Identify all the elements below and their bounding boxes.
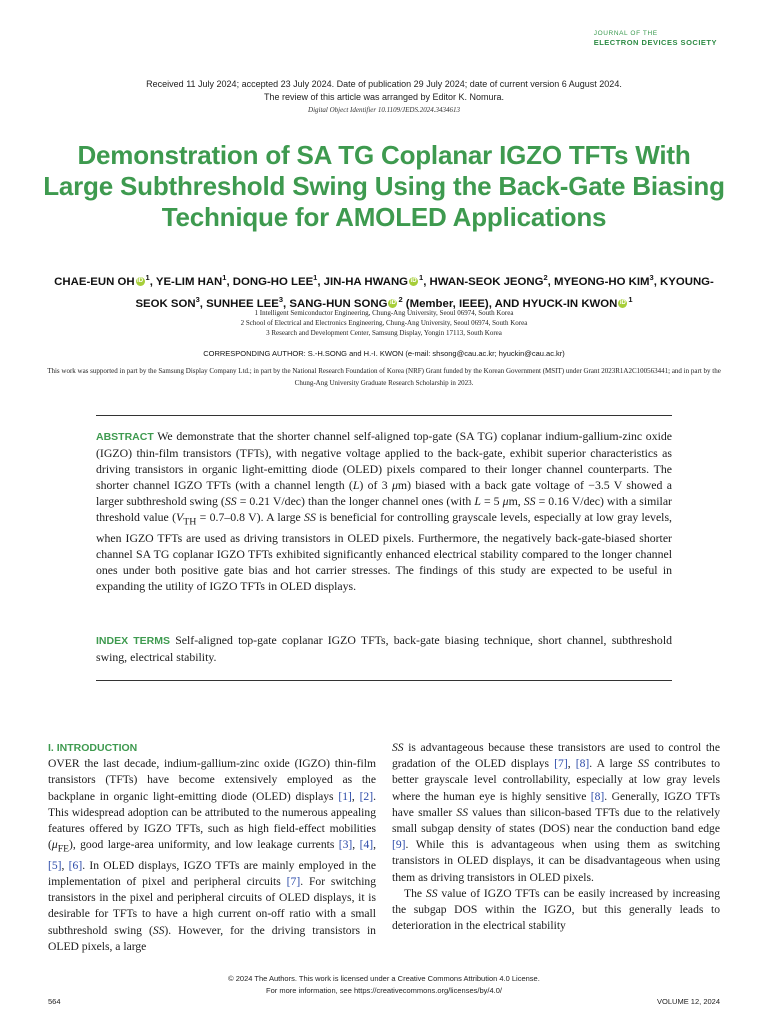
body-text: . A large bbox=[589, 757, 638, 771]
body-text: , bbox=[352, 838, 360, 852]
abstract-text: m) biased with a back gate voltage of −3.5 V showed a larger subthreshold swing ( bbox=[96, 478, 672, 508]
page-number: 564 bbox=[48, 997, 61, 1006]
abstract-text: m, bbox=[508, 494, 524, 508]
abstract-text: = 5 bbox=[480, 494, 503, 508]
author-affil-mark: 1 bbox=[628, 294, 633, 304]
body-text: ). However, for the driving transistors in OLED pixels, a large bbox=[48, 923, 376, 953]
journal-logo-line1: JOURNAL OF THE bbox=[593, 30, 658, 37]
citation-link[interactable]: [9] bbox=[392, 838, 406, 852]
orcid-icon[interactable]: iD bbox=[389, 299, 396, 306]
citation-link[interactable]: [7] bbox=[554, 757, 568, 771]
math-symbol: SS bbox=[152, 923, 165, 937]
citation-link[interactable]: [4] bbox=[359, 838, 374, 852]
author-affil-mark: 1 bbox=[222, 273, 227, 282]
citation-link[interactable]: [7] bbox=[286, 874, 301, 888]
author-name: (Member, IEEE), AND HYUCK-IN KWON bbox=[402, 297, 618, 310]
funding-note: This work was supported in part by the Samsung Display Company Ltd.; in part by the National Research Foundation of Korea (NRF) Grant funded by the Korean Government (MSIT) under Grant 2023R1A2C100563441; and in part by the Chung-Ang University Graduate Research Scholarship in 2023. bbox=[47, 367, 721, 387]
author-name: , DONG-HO LEE bbox=[226, 275, 314, 288]
section-heading: I. INTRODUCTION bbox=[48, 742, 138, 754]
abstract-symbol: SS bbox=[304, 510, 316, 524]
body-text: value of IGZO TFTs can be easily increased by increasing the subgap DOS within the IGZO, but this generally leads to deterioration in the electrical stability bbox=[392, 886, 720, 933]
abstract-text: = 0.16 V/dec) with a similar threshold value ( bbox=[96, 494, 672, 524]
body-text: . For switching transistors in the pixel and peripheral circuits of OLED displays, it is desirable for TFTs to have a high current on-off ratio with a small subthreshold swing ( bbox=[48, 874, 377, 937]
license-url[interactable]: For more information, see https://creativecommons.org/licenses/by/4.0/ bbox=[266, 986, 502, 995]
math-symbol: SS bbox=[637, 757, 650, 771]
citation-link[interactable]: [2] bbox=[359, 789, 374, 803]
body-column-left bbox=[48, 740, 376, 955]
author-affil-mark: 3 bbox=[278, 294, 284, 304]
abstract-text: We demonstrate that the shorter channel self-aligned top-gate (SA TG) coplanar indium-gallium-zinc oxide (IGZO) thin-film transistors (TFTs), with negative voltage applied to the back-gate, exhibit superior characteristics as driving transistors in organic light-emitting diode (OLED) pixels compared to their longer channel counterparts. The shorter channel IGZO TFTs (with a channel length ( bbox=[96, 429, 672, 492]
citation-link[interactable]: [1] bbox=[338, 789, 352, 803]
index-terms-text: Self-aligned top-gate coplanar IGZO TFTs, back-gate biasing technique, short channel, subthreshold swing, electrical stability. bbox=[96, 633, 673, 664]
citation-link[interactable]: [8] bbox=[575, 757, 590, 771]
author-name: CHAE-EUN OH bbox=[54, 275, 135, 288]
index-terms bbox=[96, 632, 672, 665]
paper-title: Demonstration of SA TG Coplanar IGZO TFTs With Large Subthreshold Swing Using the Back-Gate Biasing Technique for AMOLED Applications bbox=[43, 140, 725, 232]
received-dates: Received 11 July 2024; accepted 23 July 2024. Date of publication 29 July 2024; date of current version 6 August 2024. bbox=[146, 79, 622, 89]
body-text: ), good large-area uniformity, and low leakage currents bbox=[68, 838, 339, 852]
math-symbol: SS bbox=[392, 741, 404, 754]
citation-link[interactable]: [3] bbox=[338, 838, 353, 852]
body-text: contributes to better grayscale level controllability, especially at low gray levels where the human eye is highly sensitive bbox=[392, 757, 720, 803]
paragraph bbox=[392, 886, 720, 935]
journal-logo-line2: ELECTRON DEVICES SOCIETY bbox=[593, 38, 717, 47]
index-terms-label: INDEX TERMS bbox=[96, 635, 171, 647]
math-subscript: FE bbox=[57, 843, 69, 855]
orcid-icon[interactable]: iD bbox=[137, 277, 144, 284]
paragraph bbox=[392, 740, 720, 886]
author-affil-mark: 3 bbox=[649, 273, 654, 282]
orcid-icon[interactable]: iD bbox=[410, 277, 417, 284]
math-symbol: SS bbox=[456, 805, 468, 819]
author-name: , MYEONG-HO KIM bbox=[547, 275, 650, 288]
math-symbol: μ bbox=[51, 838, 58, 852]
author-list bbox=[44, 269, 724, 313]
divider-top bbox=[96, 415, 672, 416]
affiliations bbox=[0, 308, 768, 338]
divider-bottom bbox=[96, 680, 672, 681]
body-text: . In OLED displays, IGZO TFTs are mainly employed in the implementation of pixel and peripheral circuits bbox=[48, 858, 376, 888]
abstract-text: is beneficial for controlling grayscale levels, especially at low gray levels, when IGZO TFTs are used as driving transistors in OLED pixels. Furthermore, the negatively back-gate-biased shorter channel SA TG coplanar IGZO TFTs exhibited significantly enhanced electrical stability compared to the longer channel ones under both positive gate bias and hot carrier stresses. The findings of this study are expected to be useful in expanding the utility of IGZO TFTs in OLED displays. bbox=[96, 510, 672, 594]
citation-link[interactable]: [6] bbox=[68, 858, 83, 872]
body-text: , bbox=[373, 838, 377, 852]
abstract-text: = 0.7–0.8 V). A large bbox=[196, 510, 305, 524]
author-affil-mark: 1 bbox=[313, 273, 318, 282]
abstract-subscript: TH bbox=[183, 516, 197, 528]
abstract-text: = 0.21 V/dec) than the longer channel ones (with bbox=[236, 494, 475, 508]
abstract-symbol: V bbox=[176, 510, 184, 524]
body-text: OVER the last decade, indium-gallium-zinc oxide (IGZO) thin-film transistors (TFTs) have become extensively employed as the backplane in organic light-emitting diode (OLED) displays bbox=[48, 757, 376, 803]
author-name: , YE-LIM HAN bbox=[149, 275, 223, 288]
body-text: The bbox=[404, 886, 426, 900]
corresponding-author: CORRESPONDING AUTHOR: S.-H.SONG and H.-I. KWON (e-mail: shsong@cau.ac.kr; hyuckin@cau.ac.kr) bbox=[203, 349, 565, 358]
abstract bbox=[96, 428, 672, 594]
body-text: . Generally, IGZO TFTs have smaller bbox=[392, 789, 720, 819]
abstract-symbol: SS bbox=[224, 494, 237, 508]
affiliation-item: 2 School of Electrical and Electronics Engineering, Chung-Ang University, Seoul 06974, South Korea bbox=[240, 319, 528, 327]
author-affil-mark: 3 bbox=[195, 294, 200, 304]
author-name: , SANG-HUN SONG bbox=[283, 297, 388, 310]
citation-link[interactable]: [8] bbox=[590, 789, 605, 803]
author-affil-mark: 1 bbox=[145, 273, 150, 282]
abstract-label: ABSTRACT bbox=[96, 431, 154, 443]
author-name: , SUNHEE LEE bbox=[199, 297, 279, 310]
body-text: . This widespread adoption can be attributed to the numerous appealing features offered by IGZO TFTs, such as high field-effect mobilities ( bbox=[48, 789, 376, 852]
doi: Digital Object Identifier 10.1109/JEDS.2024.3434613 bbox=[308, 106, 460, 114]
abstract-symbol: μ bbox=[391, 478, 398, 492]
orcid-icon[interactable]: iD bbox=[619, 299, 626, 306]
abstract-symbol: μ bbox=[502, 494, 509, 508]
editor-note: The review of this article was arranged by Editor K. Nomura. bbox=[263, 92, 505, 102]
author-name: , JIN-HA HWANG bbox=[317, 275, 409, 288]
abstract-symbol: L bbox=[474, 494, 481, 508]
body-text: , bbox=[567, 757, 576, 771]
paragraph bbox=[48, 756, 376, 955]
author-affil-mark: 2 bbox=[543, 273, 548, 282]
body-text: values than silicon-based TFTs due to the relatively small subgap density of states (DOS) near the conduction band edge bbox=[392, 805, 721, 836]
license-line: © 2024 The Authors. This work is licensed under a Creative Commons Attribution 4.0 License. bbox=[228, 974, 540, 983]
volume-label: VOLUME 12, 2024 bbox=[657, 997, 720, 1006]
citation-link[interactable]: [5] bbox=[48, 858, 62, 872]
body-column-right bbox=[392, 740, 720, 934]
abstract-text: ) of 3 bbox=[359, 478, 392, 492]
author-name: , HWAN-SEOK JEONG bbox=[423, 275, 544, 288]
author-affil-mark: 1 bbox=[419, 273, 424, 282]
affiliation-item: 3 Research and Development Center, Samsung Display, Yongin 17113, South Korea bbox=[266, 329, 502, 337]
body-text: , bbox=[61, 858, 69, 872]
body-text: . While this is advantageous when using them as switching transistors in OLED displays, it can be disadvantageous when using them as driving transistors in OLED pixels. bbox=[392, 838, 720, 884]
abstract-symbol: L bbox=[352, 478, 360, 492]
body-text: , bbox=[351, 789, 360, 803]
author-affil-mark: 2 bbox=[398, 294, 403, 304]
author-name: , KYOUNG-SEOK SON bbox=[135, 275, 714, 310]
abstract-symbol: SS bbox=[523, 494, 536, 508]
license-note bbox=[0, 973, 768, 997]
math-symbol: SS bbox=[425, 886, 438, 900]
body-text: is advantageous because these transistors are used to control the gradation of the OLED displays bbox=[392, 741, 720, 771]
journal-logo bbox=[594, 30, 717, 47]
affiliation-item: 1 Intelligent Semiconductor Engineering, Chung-Ang University, Seoul 06974, South Korea bbox=[254, 309, 514, 317]
received-info bbox=[0, 78, 768, 104]
